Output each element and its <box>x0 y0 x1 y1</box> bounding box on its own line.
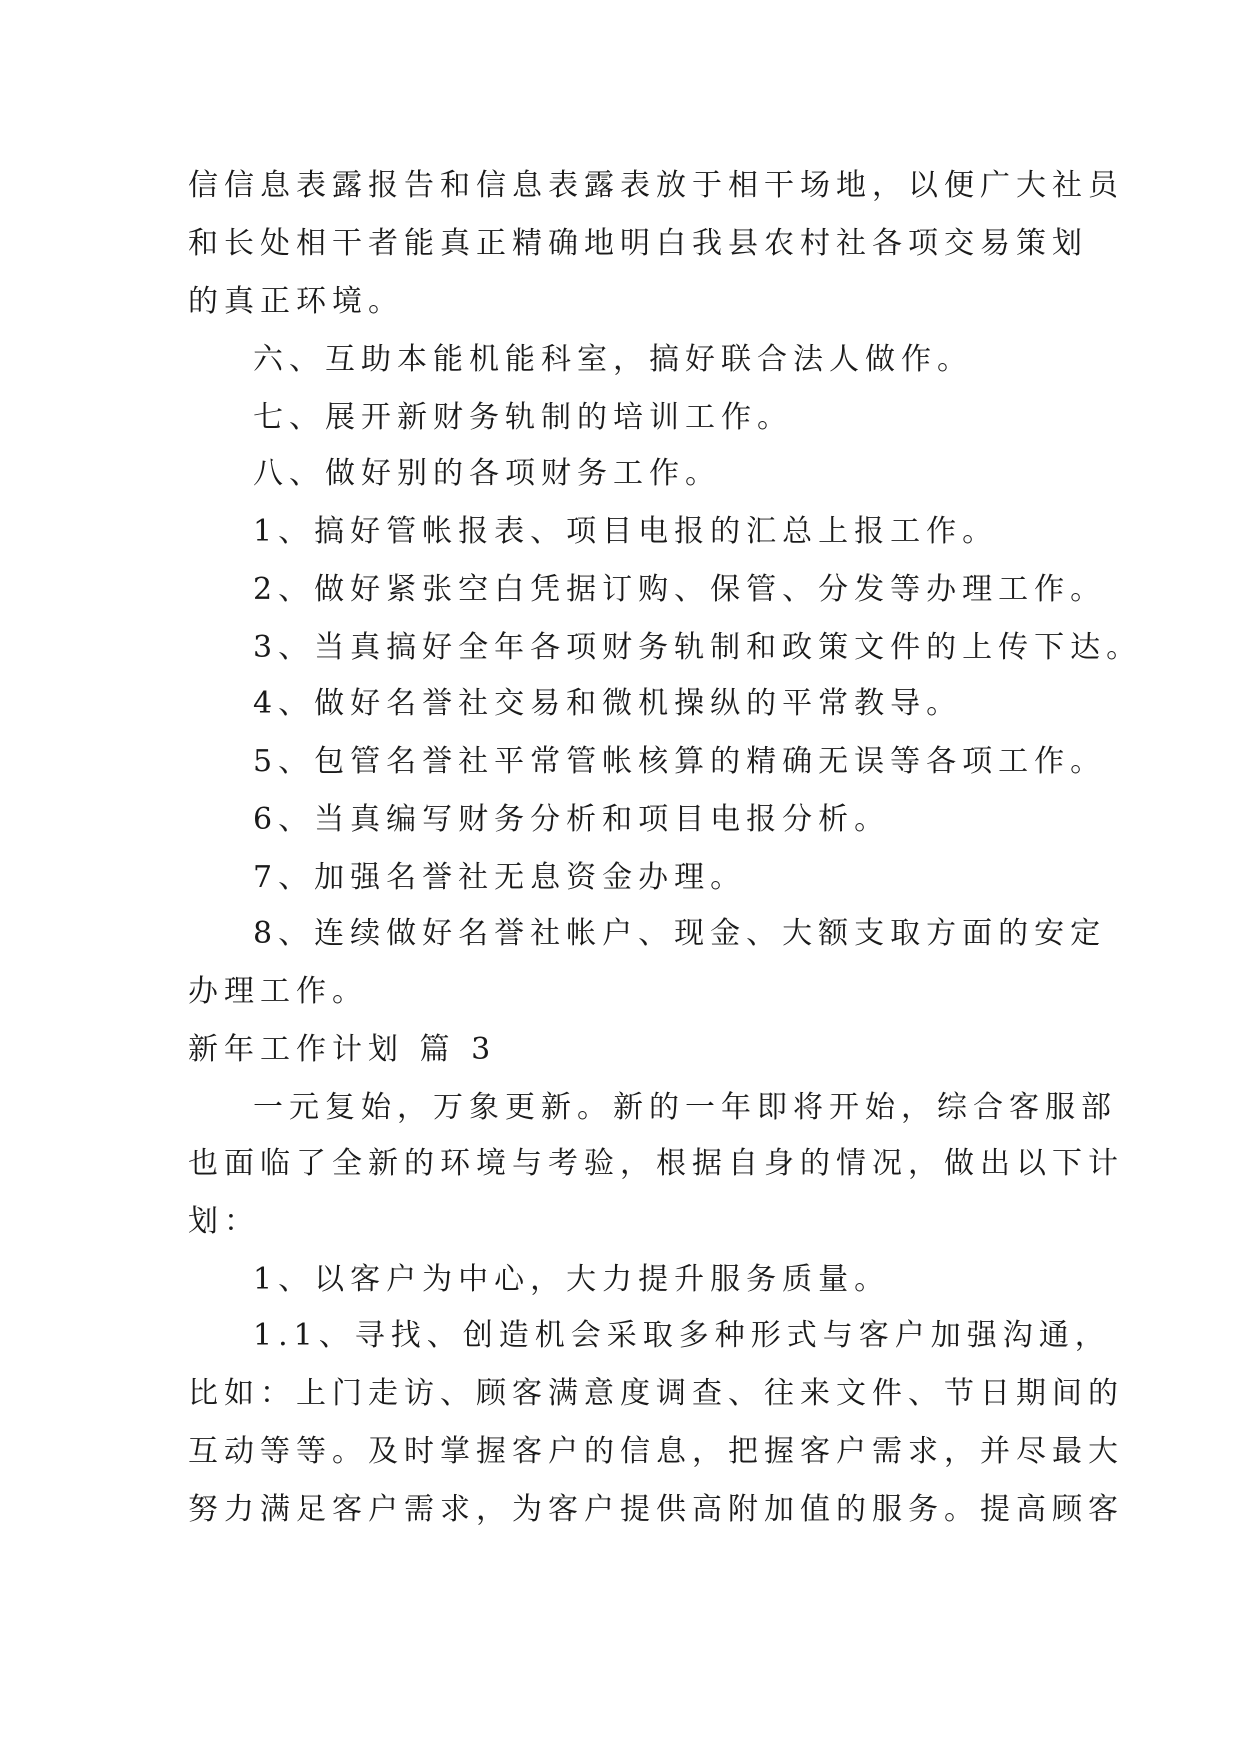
paragraph-line: 划： <box>188 1204 260 1239</box>
list-item: 1.1、寻找、创造机会采取多种形式与客户加强沟通， <box>253 1318 1111 1353</box>
list-item: 1、搞好管帐报表、项目电报的汇总上报工作。 <box>253 514 999 549</box>
paragraph-line: 比如：上门走访、顾客满意度调查、往来文件、节日期间的 <box>188 1376 1124 1411</box>
list-item: 1、以客户为中心，大力提升服务质量。 <box>253 1262 891 1297</box>
list-item: 6、当真编写财务分析和项目电报分析。 <box>253 802 891 837</box>
paragraph-line: 办理工作。 <box>188 974 368 1009</box>
list-item: 2、做好紧张空白凭据订购、保管、分发等办理工作。 <box>253 572 1107 607</box>
list-item: 3、当真搞好全年各项财务轨制和政策文件的上传下达。 <box>253 630 1143 665</box>
paragraph-line: 的真正环境。 <box>188 284 404 319</box>
list-item: 4、做好名誉社交易和微机操纵的平常教导。 <box>253 686 963 721</box>
paragraph-line: 也面临了全新的环境与考验，根据自身的情况，做出以下计 <box>188 1146 1124 1181</box>
paragraph-line: 努力满足客户需求，为客户提供高附加值的服务。提高顾客 <box>188 1492 1124 1527</box>
list-item: 7、加强名誉社无息资金办理。 <box>253 860 747 895</box>
paragraph-line: 一元复始，万象更新。新的一年即将开始，综合客服部 <box>253 1090 1117 1125</box>
section-heading: 七、展开新财务轨制的培训工作。 <box>253 400 793 435</box>
paragraph-line: 信信息表露报告和信息表露表放于相干场地，以便广大社员 <box>188 168 1124 203</box>
paragraph-line: 互动等等。及时掌握客户的信息，把握客户需求，并尽最大 <box>188 1434 1124 1469</box>
list-item: 5、包管名誉社平常管帐核算的精确无误等各项工作。 <box>253 744 1107 779</box>
section-heading: 六、互助本能机能科室，搞好联合法人做作。 <box>253 342 973 377</box>
list-item: 8、连续做好名誉社帐户、现金、大额支取方面的安定 <box>253 916 1107 951</box>
section-heading: 八、做好别的各项财务工作。 <box>253 456 721 491</box>
paragraph-line: 和长处相干者能真正精确地明白我县农村社各项交易策划 <box>188 226 1088 261</box>
article-title: 新年工作计划 篇 3 <box>188 1032 497 1067</box>
